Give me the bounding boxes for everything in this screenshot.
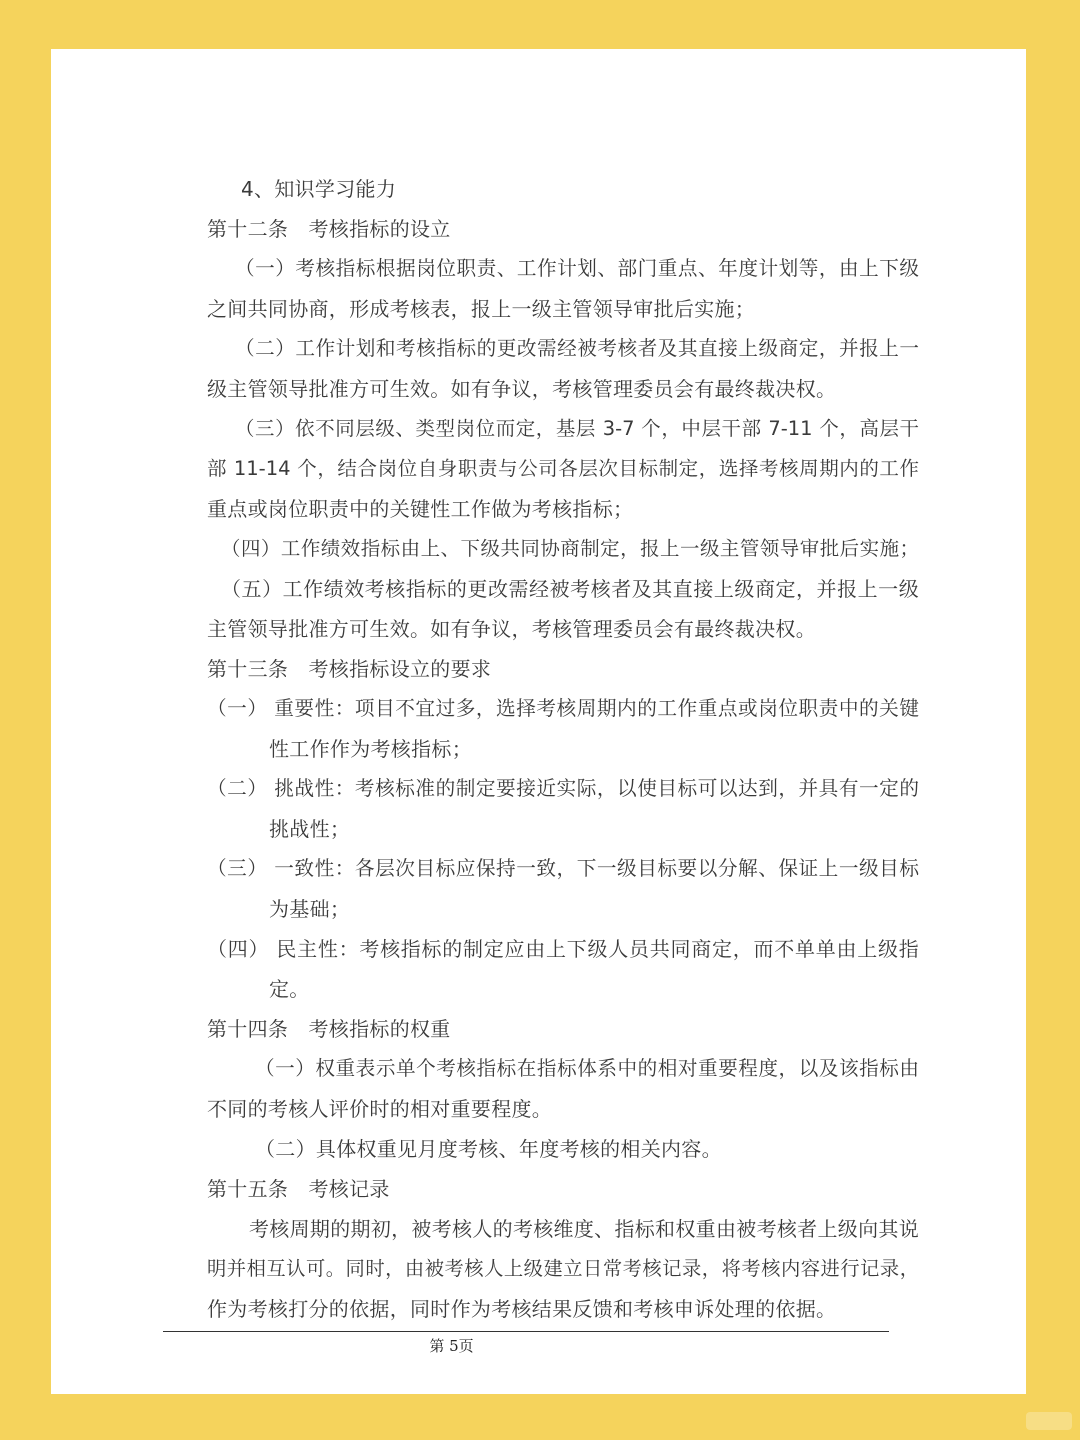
text-line: （五）工作绩效考核指标的更改需经被考核者及其直接上级商定，并报上一级 <box>221 577 919 601</box>
text-line: （一）考核指标根据岗位职责、工作计划、部门重点、年度计划等，由上下级 <box>235 257 919 280</box>
text-line: 定。 <box>269 977 310 1001</box>
text-line: （一）权重表示单个考核指标在指标体系中的相对重要程度，以及该指标由 <box>255 1057 919 1080</box>
text-line: 考核周期的期初，被考核人的考核维度、指标和权重由被考核者上级向其说 <box>249 1217 919 1241</box>
watermark-badge <box>1026 1412 1072 1430</box>
text-line: 挑战性； <box>269 817 351 841</box>
text-line: 之间共同协商，形成考核表，报上一级主管领导审批后实施； <box>207 297 756 321</box>
text-line: （二）工作计划和考核指标的更改需经被考核者及其直接上级商定，并报上一 <box>235 337 919 360</box>
text-line: 4、知识学习能力 <box>241 177 397 201</box>
text-line: （三） 一致性：各层次目标应保持一致，下一级目标要以分解、保证上一级目标 <box>207 857 919 880</box>
text-line: 第十四条 考核指标的权重 <box>207 1017 451 1041</box>
text-line: 作为考核打分的依据，同时作为考核结果反馈和考核申诉处理的依据。 <box>207 1297 837 1321</box>
text-line: 为基础； <box>269 897 351 921</box>
text-line: 第十五条 考核记录 <box>207 1177 390 1201</box>
text-line: 第十三条 考核指标设立的要求 <box>207 657 492 681</box>
text-line: 主管领导批准方可生效。如有争议，考核管理委员会有最终裁决权。 <box>207 617 816 641</box>
text-line: 部 11-14 个，结合岗位自身职责与公司各层次目标制定，选择考核周期内的工作 <box>207 457 919 480</box>
text-line: 不同的考核人评价时的相对重要程度。 <box>207 1097 553 1121</box>
text-line: （二）具体权重见月度考核、年度考核的相关内容。 <box>255 1137 722 1161</box>
text-line: 性工作作为考核指标； <box>269 737 472 761</box>
text-line: 级主管领导批准方可生效。如有争议，考核管理委员会有最终裁决权。 <box>207 377 837 401</box>
text-line: （四）工作绩效指标由上、下级共同协商制定，报上一级主管领导审批后实施； <box>221 537 919 560</box>
text-line: （四） 民主性：考核指标的制定应由上下级人员共同商定，而不单单由上级指 <box>207 937 919 961</box>
text-line: （三）依不同层级、类型岗位而定，基层 3-7 个，中层干部 7-11 个，高层干 <box>235 417 919 440</box>
document-body <box>207 169 919 1329</box>
text-line: 第十二条 考核指标的设立 <box>207 217 451 241</box>
text-line: 重点或岗位职责中的关键性工作做为考核指标； <box>207 497 634 521</box>
page-number: 第 5页 <box>429 1337 474 1355</box>
text-line: （一） 重要性：项目不宜过多，选择考核周期内的工作重点或岗位职责中的关键 <box>207 697 919 720</box>
text-line: （二） 挑战性：考核标准的制定要接近实际，以使目标可以达到，并具有一定的 <box>207 777 919 800</box>
text-line: 明并相互认可。同时，由被考核人上级建立日常考核记录，将考核内容进行记录， <box>207 1257 919 1280</box>
document-page <box>51 49 1026 1394</box>
footer-divider <box>163 1331 889 1332</box>
